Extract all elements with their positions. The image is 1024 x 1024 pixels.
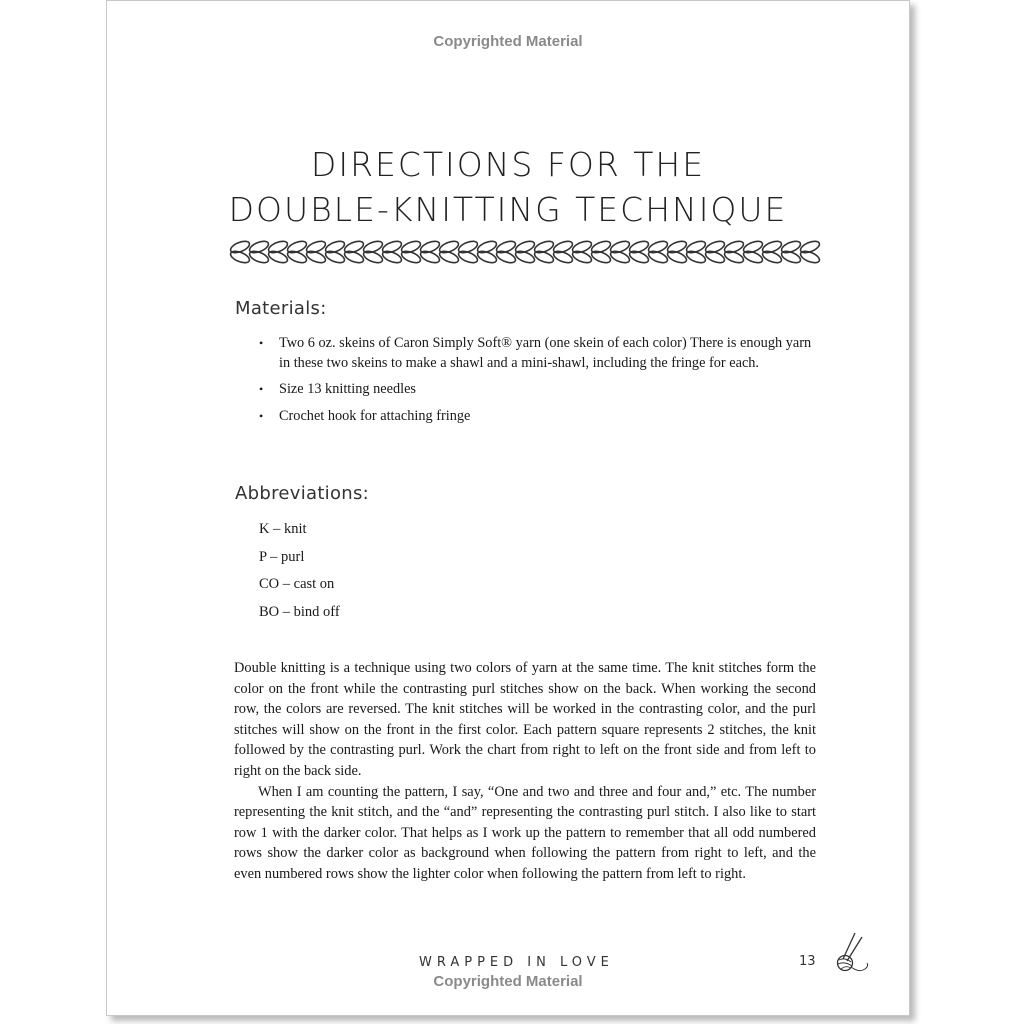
page-title-line-1: DIRECTIONS FOR THE <box>310 145 706 184</box>
abbreviations-heading: Abbreviations: <box>235 483 370 504</box>
list-item: • Two 6 oz. skeins of Caron Simply Soft® yarn (one skein of each color) There is enough yarn in these two skeins to make a shawl and a mini-shawl, including the fringe for each. <box>259 334 819 373</box>
materials-list <box>259 334 819 433</box>
abbreviations-list <box>259 516 340 626</box>
list-item: • Size 13 knitting needles <box>259 380 819 400</box>
materials-heading: Materials: <box>235 298 327 319</box>
book-page <box>106 0 910 1016</box>
page-title-line-2: DOUBLE-KNITTING TECHNIQUE <box>228 190 788 229</box>
list-item: BO – bind off <box>259 603 340 620</box>
running-footer-title: WRAPPED IN LOVE <box>419 955 614 970</box>
list-item: CO – cast on <box>259 576 335 592</box>
list-item: P – purl <box>259 548 305 565</box>
watermark-top: Copyrighted Material <box>433 33 583 50</box>
body-paragraph: Double knitting is a technique using two colors of yarn at the same time. The knit stitches form the color on the front while the contrasting purl stitches show on the back. When working the second row, the colors are reversed. The knit stitches will be worked in the contrasting color, and the purl stitches will show on the front in the first color. Each pattern square represents 2 stitches, the knit followed by the contrasting purl. Work the chart from right to left on the front side and from left to right on the back side. <box>234 660 816 779</box>
yarn-ball-needles-icon <box>829 929 871 977</box>
body-paragraph: When I am counting the pattern, I say, “One and two and three and four and,” etc. The number representing the knit stitch, and the “and” representing the contrasting purl stitch. I also like to start row 1 with the darker color. That helps as I work up the pattern to remember that all odd numbered rows show the darker color as background when following the pattern from right to left, and the even numbered rows show the lighter color when following the pattern from left to right. <box>234 783 816 882</box>
list-item: • Crochet hook for attaching fringe <box>259 407 819 427</box>
watermark-bottom: Copyrighted Material <box>433 973 583 990</box>
list-item: K – knit <box>259 521 307 537</box>
braid-divider-icon <box>225 238 823 266</box>
body-text <box>234 658 816 885</box>
page-number: 13 <box>799 954 816 969</box>
